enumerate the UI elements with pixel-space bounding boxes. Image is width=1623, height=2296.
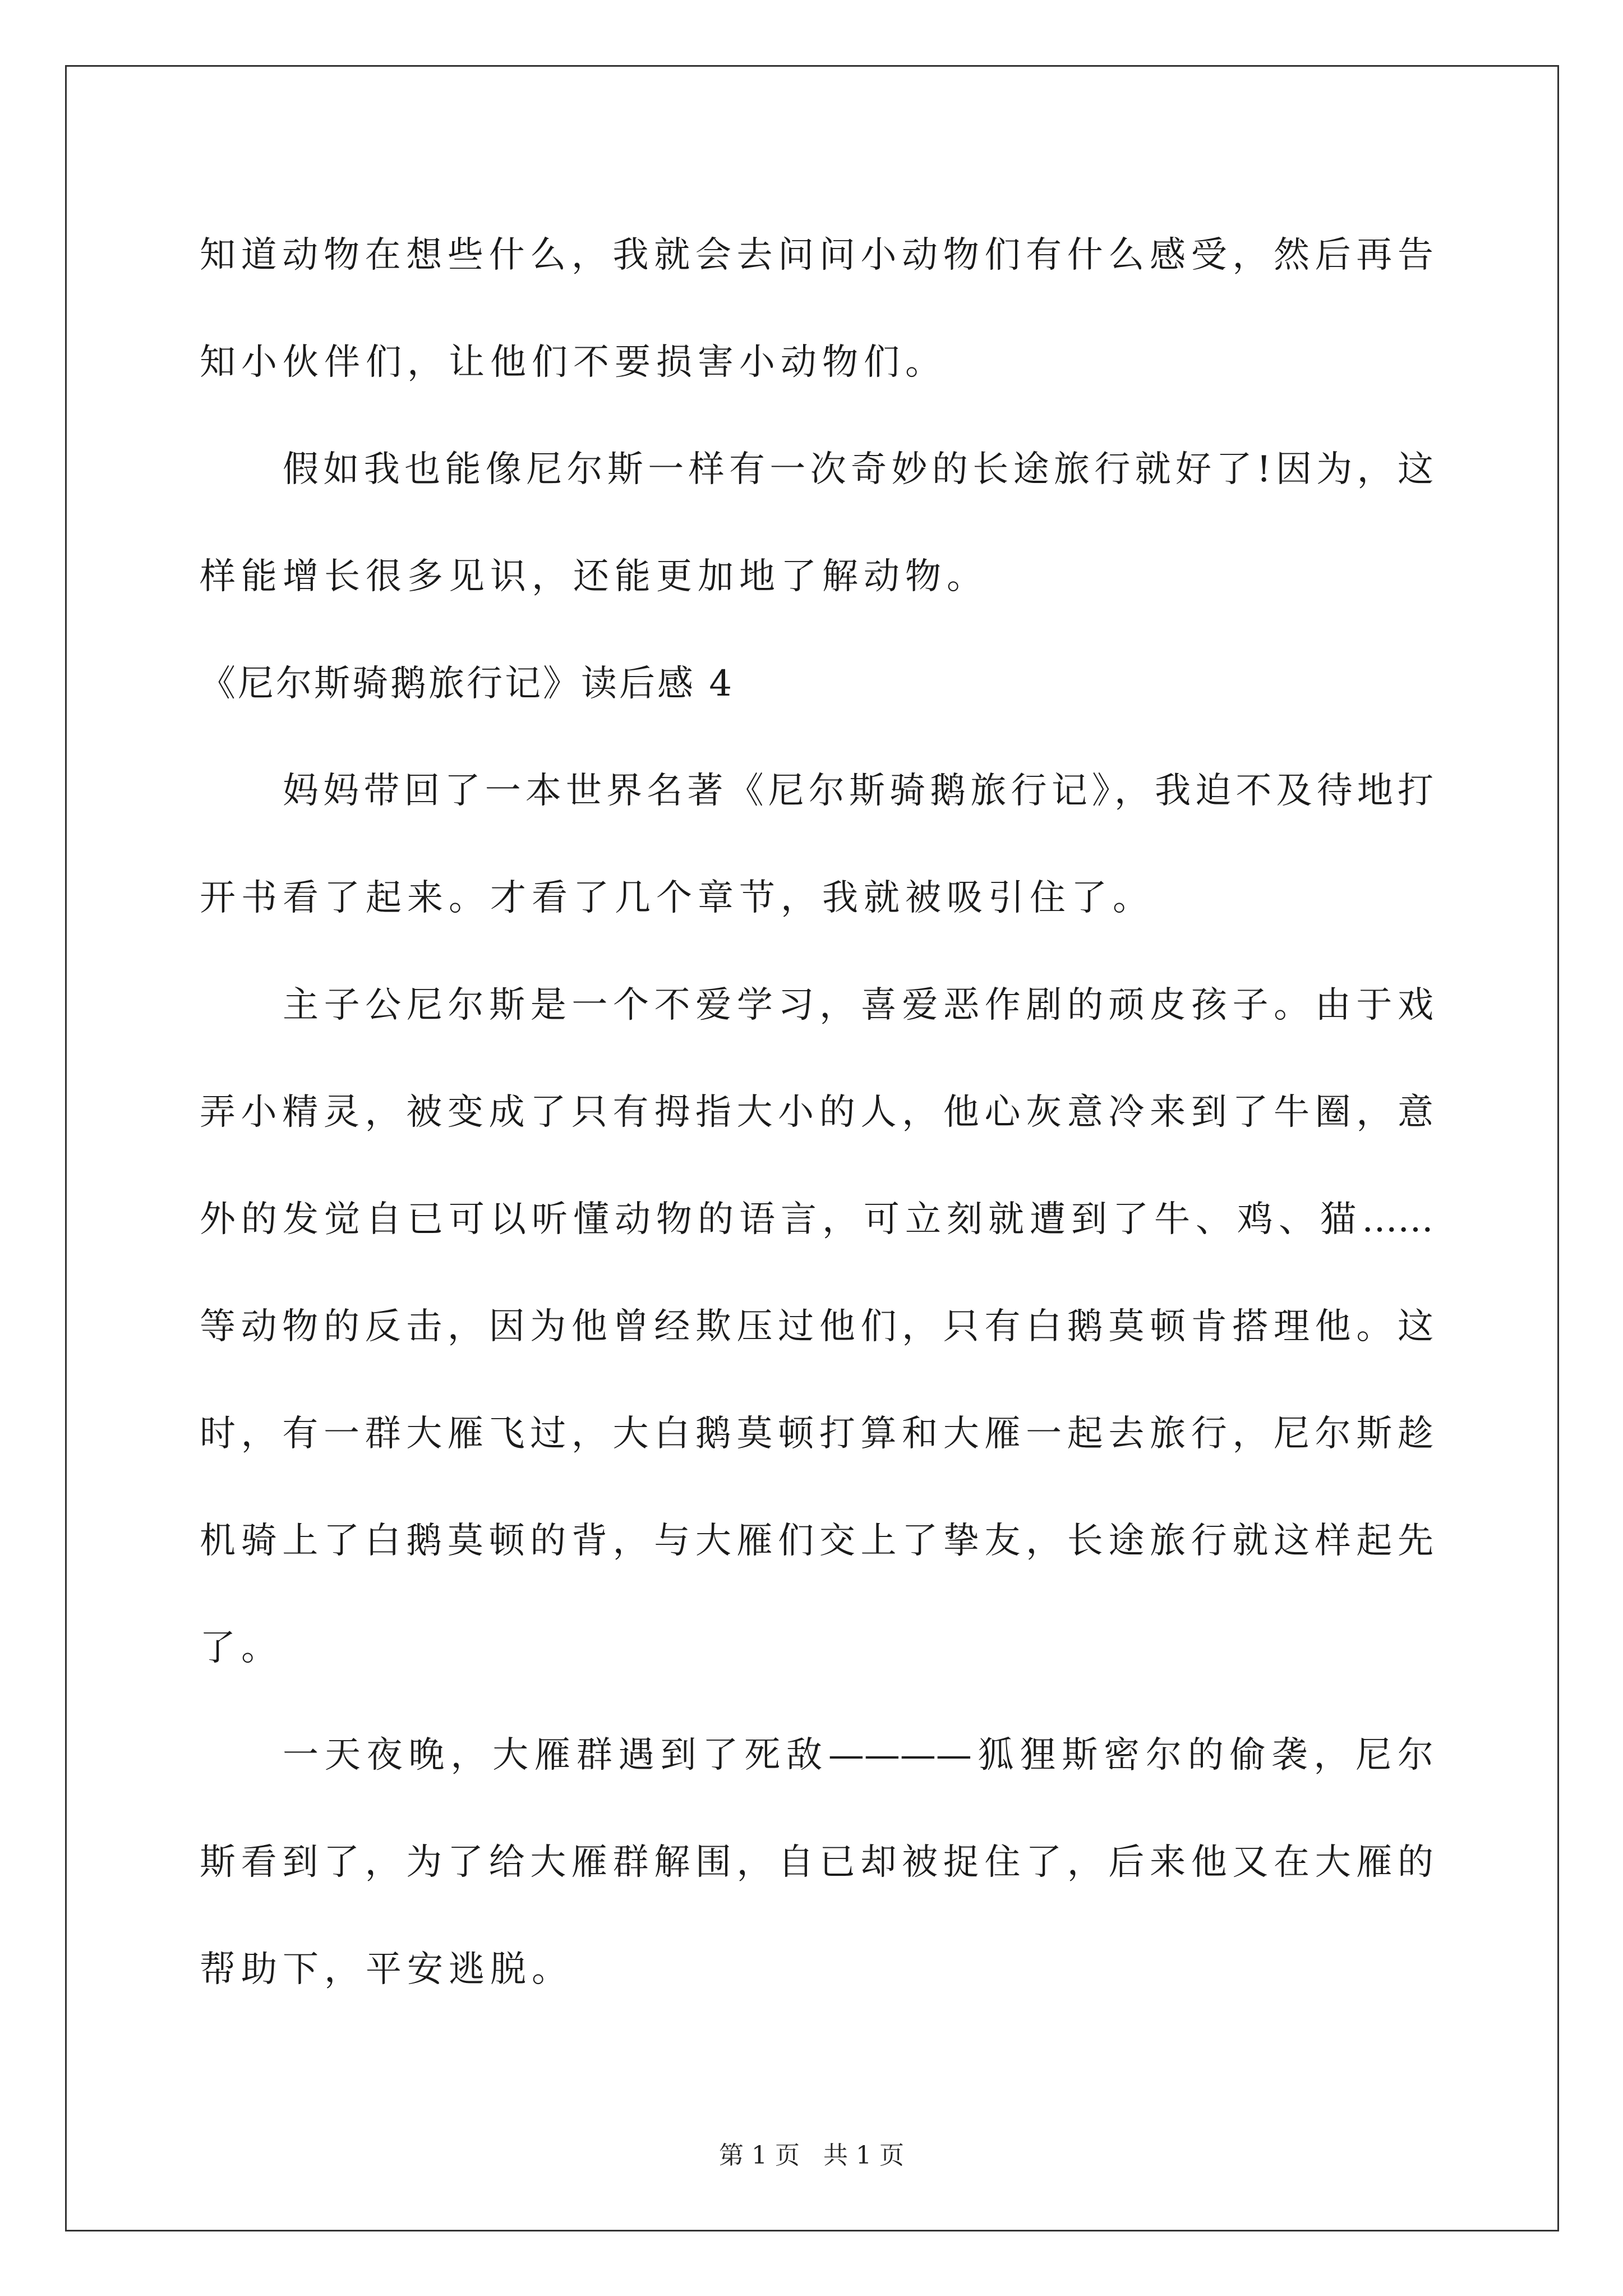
paragraph-line: 假如我也能像尼尔斯一样有一次奇妙的长途旅行就好了!因为，这	[283, 449, 1433, 490]
paragraph-line: 样能增长很多见识，还能更加地了解动物。	[200, 556, 988, 597]
paragraph-line: 开书看了起来。才看了几个章节，我就被吸引住了。	[200, 877, 1154, 919]
section-heading: 《尼尔斯骑鹅旅行记》读后感 4	[200, 663, 735, 705]
paragraph-line: 主子公尼尔斯是一个不爱学习，喜爱恶作剧的顽皮孩子。由于戏	[283, 984, 1433, 1026]
paragraph-line: 了。	[200, 1627, 283, 1669]
paragraph-line: 外的发觉自已可以听懂动物的语言，可立刻就遭到了牛、鸡、猫……	[200, 1199, 1433, 1240]
paragraph-line: 斯看到了，为了给大雁群解围，自已却被捉住了，后来他又在大雁的	[200, 1842, 1433, 1883]
paragraph-line: 妈妈带回了一本世界名著《尼尔斯骑鹅旅行记》，我迫不及待地打	[283, 770, 1433, 812]
paragraph-line: 机骑上了白鹅莫顿的背，与大雁们交上了挚友，长途旅行就这样起先	[200, 1520, 1433, 1562]
paragraph-line: 一天夜晚，大雁群遇到了死敌————狐狸斯密尔的偷袭，尼尔	[283, 1734, 1433, 1776]
page-number-footer: 第 1 页 共 1 页	[719, 2141, 904, 2170]
paragraph-line: 帮助下，平安逃脱。	[200, 1949, 573, 1990]
paragraph-line: 等动物的反击，因为他曾经欺压过他们，只有白鹅莫顿肯搭理他。这	[200, 1306, 1433, 1347]
paragraph-line: 知小伙伴们，让他们不要损害小动物们。	[200, 342, 947, 383]
paragraph-line: 时，有一群大雁飞过，大白鹅莫顿打算和大雁一起去旅行，尼尔斯趁	[200, 1413, 1433, 1455]
paragraph-line: 知道动物在想些什么，我就会去问问小动物们有什么感受，然后再告	[200, 234, 1433, 276]
paragraph-line: 弄小精灵，被变成了只有拇指大小的人，他心灰意冷来到了牛圈，意	[200, 1092, 1433, 1133]
document-body	[200, 202, 1433, 2023]
